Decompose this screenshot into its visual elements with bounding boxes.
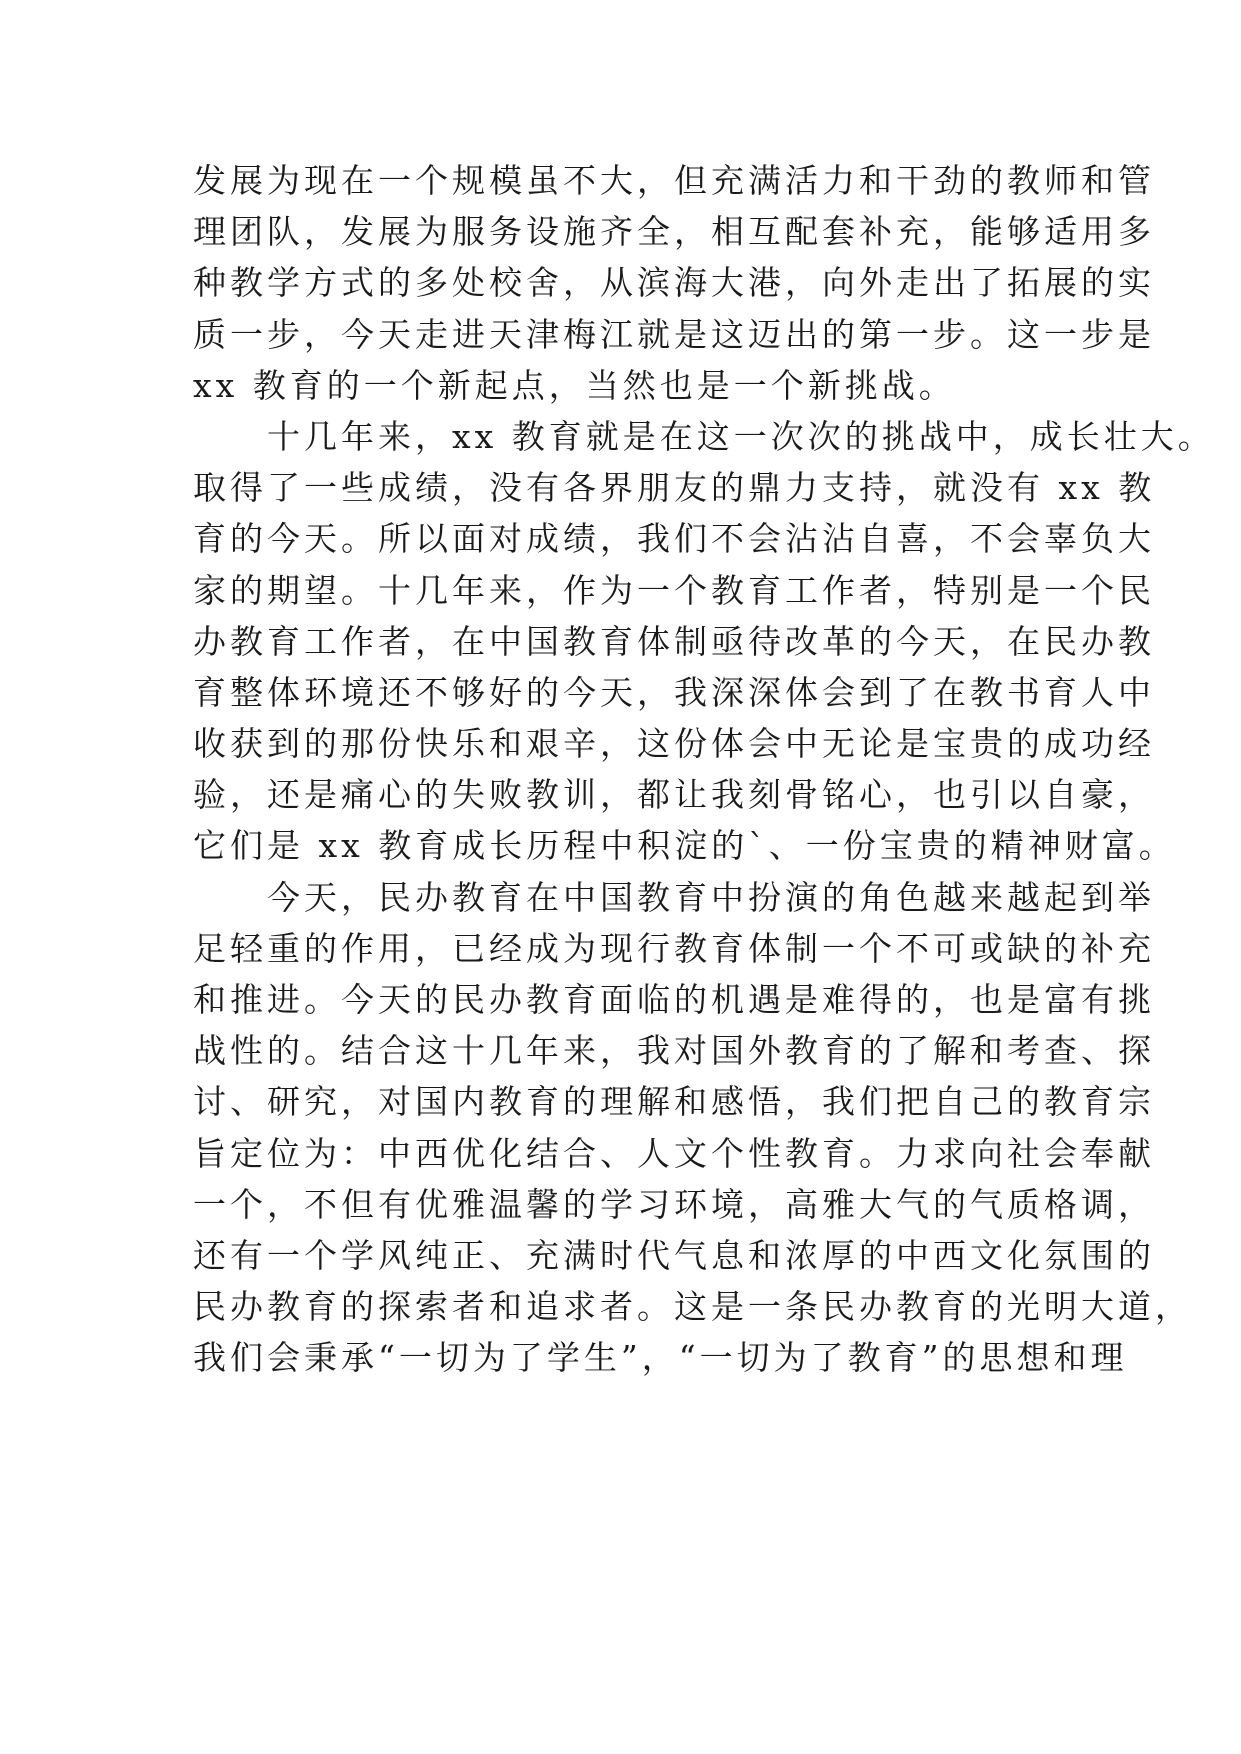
text-line: 和推进。今天的民办教育面临的机遇是难得的，也是富有挑 bbox=[193, 980, 1155, 1019]
text-line: 种教学方式的多处校舍，从滨海大港，向外走出了拓展的实 bbox=[193, 263, 1155, 303]
text-line: 今天，民办教育在中国教育中扮演的角色越来越起到举 bbox=[193, 877, 1155, 917]
text-line: 育的今天。所以面对成绩，我们不会沾沾自喜，不会辜负大 bbox=[193, 519, 1155, 559]
text-line: 验，还是痛心的失败教训，都让我刻骨铭心，也引以自豪， bbox=[193, 775, 1155, 815]
text-line: 足轻重的作用，已经成为现行教育体制一个不可或缺的补充 bbox=[193, 928, 1155, 968]
text-line: xx 教育的一个新起点，当然也是一个新挑战。 bbox=[193, 365, 956, 405]
text-line: 育整体环境还不够好的今天，我深深体会到了在教书育人中 bbox=[193, 672, 1155, 712]
text-line: 还有一个学风纯正、充满时代气息和浓厚的中西文化氛围的 bbox=[193, 1235, 1155, 1275]
text-line: 收获到的那份快乐和艰辛，这份体会中无论是宝贵的成功经 bbox=[193, 724, 1155, 764]
text-line: 它们是 xx 教育成长历程中积淀的`、一份宝贵的精神财富。 bbox=[193, 826, 1176, 866]
text-line: 旨定位为：中西优化结合、人文个性教育。力求向社会奉献 bbox=[193, 1133, 1155, 1173]
text-line: 质一步，今天走进天津梅江就是这迈出的第一步。这一步是 bbox=[193, 314, 1155, 354]
text-line: 讨、研究，对国内教育的理解和感悟，我们把自己的教育宗 bbox=[193, 1082, 1155, 1122]
text-line: 我们会秉承“一切为了学生”，“一切为了教育”的思想和理 bbox=[193, 1338, 1128, 1378]
text-line: 战性的。结合这十几年来，我对国外教育的了解和考查、探 bbox=[193, 1031, 1155, 1071]
text-line: 十几年来，xx 教育就是在这一次次的挑战中，成长壮大。 bbox=[193, 416, 1215, 456]
text-line: 民办教育的探索者和追求者。这是一条民办教育的光明大道， bbox=[193, 1287, 1192, 1327]
text-line: 一个，不但有优雅温馨的学习环境，高雅大气的气质格调， bbox=[193, 1184, 1155, 1224]
text-line: 发展为现在一个规模虽不大，但充满活力和干劲的教师和管 bbox=[193, 161, 1155, 200]
text-line: 办教育工作者，在中国教育体制亟待改革的今天，在民办教 bbox=[193, 621, 1155, 661]
text-line: 家的期望。十几年来，作为一个教育工作者，特别是一个民 bbox=[193, 570, 1155, 610]
text-line: 取得了一些成绩，没有各界朋友的鼎力支持，就没有 xx 教 bbox=[193, 468, 1156, 508]
document-body-text bbox=[193, 155, 1215, 1384]
text-line: 理团队，发展为服务设施齐全，相互配套补充，能够适用多 bbox=[193, 212, 1155, 252]
